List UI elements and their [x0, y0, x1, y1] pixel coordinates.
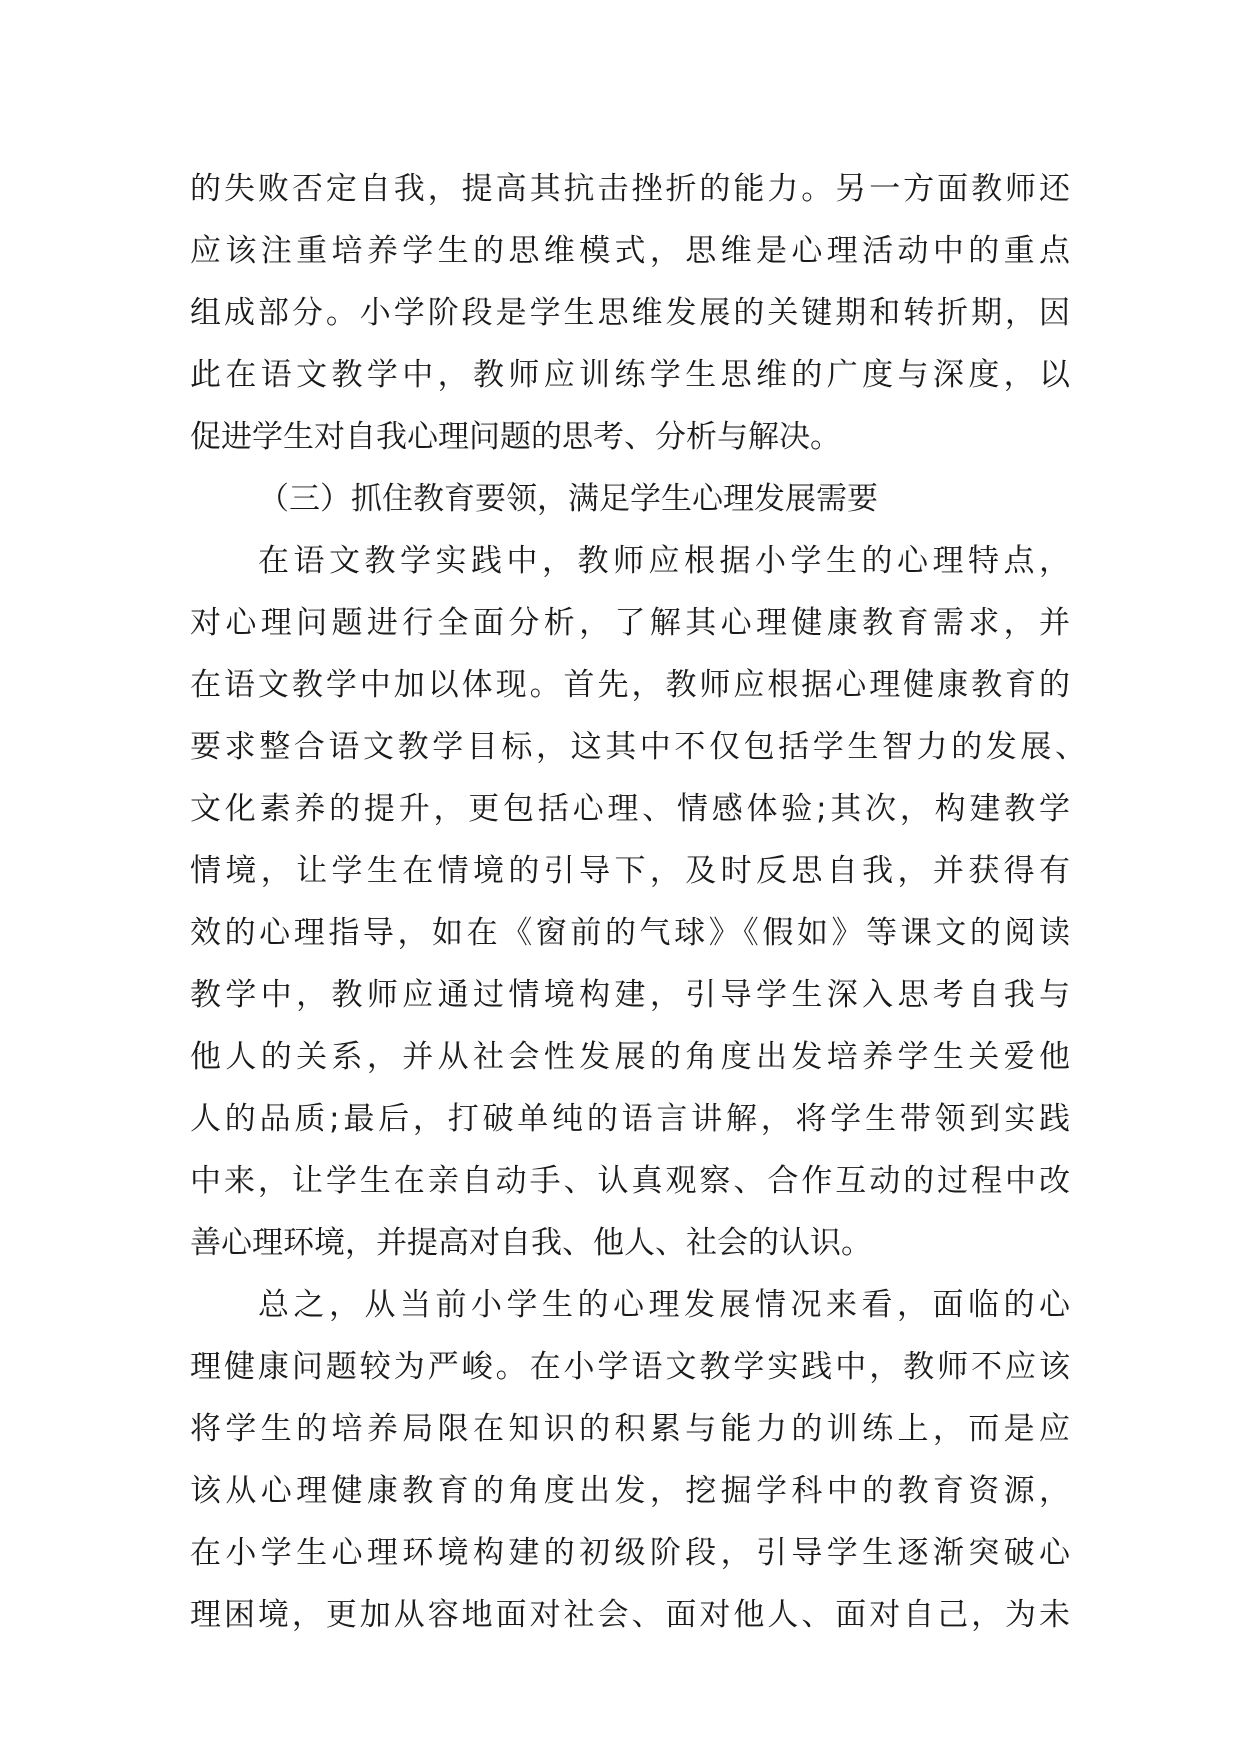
text-line: 此在语文教学中，教师应训练学生思维的广度与深度，以	[190, 357, 1070, 393]
text-line: 在语文教学中加以体现。首先，教师应根据心理健康教育的	[190, 667, 1070, 703]
text-line: 理健康问题较为严峻。在小学语文教学实践中，教师不应该	[190, 1349, 1070, 1385]
text-line: 善心理环境，并提高对自我、他人、社会的认识。	[190, 1225, 872, 1261]
text-line: 文化素养的提升，更包括心理、情感体验;其次，构建教学	[190, 791, 1070, 827]
text-line: 中来，让学生在亲自动手、认真观察、合作互动的过程中改	[190, 1163, 1070, 1199]
text-line: 人的品质;最后，打破单纯的语言讲解，将学生带领到实践	[190, 1101, 1070, 1137]
text-line: 的失败否定自我，提高其抗击挫折的能力。另一方面教师还	[190, 171, 1070, 207]
text-line: 该从心理健康教育的角度出发，挖掘学科中的教育资源，	[190, 1473, 1070, 1509]
body-text	[190, 158, 1086, 1646]
text-line: 在小学生心理环境构建的初级阶段，引导学生逐渐突破心	[190, 1535, 1070, 1571]
text-line: 他人的关系，并从社会性发展的角度出发培养学生关爱他	[190, 1039, 1070, 1075]
text-line: 促进学生对自我心理问题的思考、分析与解决。	[190, 419, 841, 455]
text-line: 教学中，教师应通过情境构建，引导学生深入思考自我与	[190, 977, 1070, 1013]
text-line: 组成部分。小学阶段是学生思维发展的关键期和转折期，因	[190, 295, 1070, 331]
text-line: 应该注重培养学生的思维模式，思维是心理活动中的重点	[190, 233, 1070, 269]
paragraph-first-line: 总之，从当前小学生的心理发展情况来看，面临的心	[258, 1287, 1070, 1323]
text-line: 情境，让学生在情境的引导下，及时反思自我，并获得有	[190, 853, 1070, 889]
text-line: 要求整合语文教学目标，这其中不仅包括学生智力的发展、	[190, 729, 1086, 765]
text-line: 将学生的培养局限在知识的积累与能力的训练上，而是应	[190, 1411, 1070, 1447]
text-line: 理困境，更加从容地面对社会、面对他人、面对自己，为未	[190, 1597, 1070, 1633]
section-heading: （三）抓住教育要领，满足学生心理发展需要	[258, 481, 878, 517]
text-line: 对心理问题进行全面分析，了解其心理健康教育需求，并	[190, 605, 1070, 641]
text-line: 效的心理指导，如在《窗前的气球》《假如》等课文的阅读	[190, 915, 1070, 951]
paragraph-first-line: 在语文教学实践中，教师应根据小学生的心理特点，	[258, 543, 1070, 579]
